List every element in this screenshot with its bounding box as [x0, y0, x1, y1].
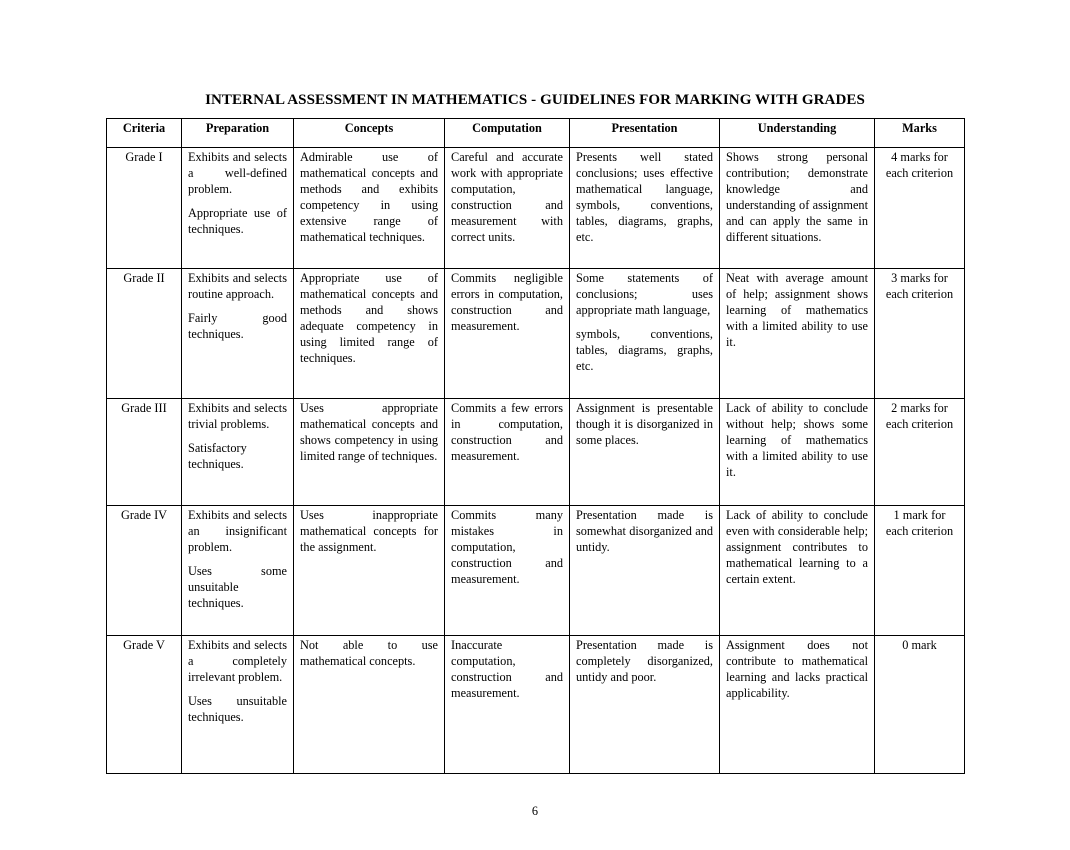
presentation-text: symbols, conventions, tables, diagrams, graphs, etc.: [576, 327, 713, 373]
presentation-text: Presentation made is completely disorganized, untidy and poor.: [576, 638, 713, 684]
grade-cell: Grade I: [107, 148, 182, 269]
preparation-text: Fairly good techniques.: [188, 311, 287, 341]
computation-cell: Commits many mistakes in computation, construction and measurement.: [445, 506, 570, 636]
preparation-text: Exhibits and selects a well-defined problem.: [188, 150, 287, 196]
computation-cell: Commits negligible errors in computation, construction and measurement.: [445, 269, 570, 399]
grade-cell: Grade II: [107, 269, 182, 399]
header-presentation: Presentation: [570, 119, 720, 148]
table-header-row: [107, 119, 965, 148]
preparation-cell: [182, 399, 294, 506]
grade-cell: Grade IV: [107, 506, 182, 636]
marks-cell: 1 mark for each criterion: [875, 506, 965, 636]
grade-cell: Grade V: [107, 636, 182, 774]
presentation-cell: [570, 148, 720, 269]
understanding-cell: Assignment does not contribute to mathematical learning and lacks practical applicability.: [720, 636, 875, 774]
presentation-text: Presentation made is somewhat disorganized and untidy.: [576, 508, 713, 554]
presentation-cell: [570, 636, 720, 774]
header-preparation: Preparation: [182, 119, 294, 148]
understanding-cell: Shows strong personal contribution; demonstrate knowledge and understanding of assignment and can apply the same in different situations.: [720, 148, 875, 269]
table-row: [107, 399, 965, 506]
grade-cell: Grade III: [107, 399, 182, 506]
presentation-cell: [570, 269, 720, 399]
preparation-text: Exhibits and selects routine approach.: [188, 271, 287, 301]
table-row: [107, 269, 965, 399]
preparation-text: Appropriate use of techniques.: [188, 206, 287, 236]
concepts-cell: Not able to use mathematical concepts.: [294, 636, 445, 774]
preparation-cell: [182, 506, 294, 636]
header-understanding: Understanding: [720, 119, 875, 148]
preparation-text: Exhibits and selects trivial problems.: [188, 401, 287, 431]
page-title: INTERNAL ASSESSMENT IN MATHEMATICS - GUIDELINES FOR MARKING WITH GRADES: [205, 92, 865, 108]
marks-cell: 4 marks for each criterion: [875, 148, 965, 269]
preparation-text: Exhibits and selects a completely irrelevant problem.: [188, 638, 287, 684]
presentation-text: Assignment is presentable though it is disorganized in some places.: [576, 401, 713, 447]
header-concepts: Concepts: [294, 119, 445, 148]
preparation-text: Satisfactory techniques.: [188, 441, 247, 471]
presentation-text: Presents well stated conclusions; uses effective mathematical language, symbols, conventions, tables, diagrams, graphs, etc.: [576, 150, 713, 244]
header-marks: Marks: [875, 119, 965, 148]
presentation-cell: [570, 506, 720, 636]
preparation-cell: [182, 636, 294, 774]
preparation-text: Uses unsuitable techniques.: [188, 694, 287, 724]
table-row: [107, 148, 965, 269]
presentation-cell: [570, 399, 720, 506]
understanding-cell: Neat with average amount of help; assignment shows learning of mathematics with a limited ability to use it.: [720, 269, 875, 399]
page-number: 6: [531, 804, 539, 818]
header-criteria: Criteria: [107, 119, 182, 148]
marks-cell: 3 marks for each criterion: [875, 269, 965, 399]
understanding-cell: Lack of ability to conclude without help; shows some learning of mathematics with a limited ability to use it.: [720, 399, 875, 506]
preparation-cell: [182, 269, 294, 399]
concepts-cell: Admirable use of mathematical concepts and methods and exhibits competency in using extensive range of mathematical techniques.: [294, 148, 445, 269]
concepts-cell: Uses appropriate mathematical concepts and shows competency in using limited range of techniques.: [294, 399, 445, 506]
understanding-cell: Lack of ability to conclude even with considerable help; assignment contributes to mathematical learning to a certain extent.: [720, 506, 875, 636]
computation-cell: Inaccurate computation, construction and measurement.: [445, 636, 570, 774]
concepts-cell: Appropriate use of mathematical concepts and methods and shows adequate competency in using limited range of techniques.: [294, 269, 445, 399]
concepts-cell: Uses inappropriate mathematical concepts for the assignment.: [294, 506, 445, 636]
table-row: [107, 506, 965, 636]
preparation-text: Uses some unsuitable techniques.: [188, 564, 287, 610]
marks-cell: 0 mark: [875, 636, 965, 774]
grading-rubric-table: [106, 118, 965, 774]
preparation-text: Exhibits and selects an insignificant problem.: [188, 508, 287, 554]
marks-cell: 2 marks for each criterion: [875, 399, 965, 506]
preparation-cell: [182, 148, 294, 269]
table-row: [107, 636, 965, 774]
computation-cell: Commits a few errors in computation, construction and measurement.: [445, 399, 570, 506]
presentation-text: Some statements of conclusions; uses appropriate math language,: [576, 271, 713, 317]
header-computation: Computation: [445, 119, 570, 148]
computation-cell: Careful and accurate work with appropriate computation, construction and measurement with correct units.: [445, 148, 570, 269]
